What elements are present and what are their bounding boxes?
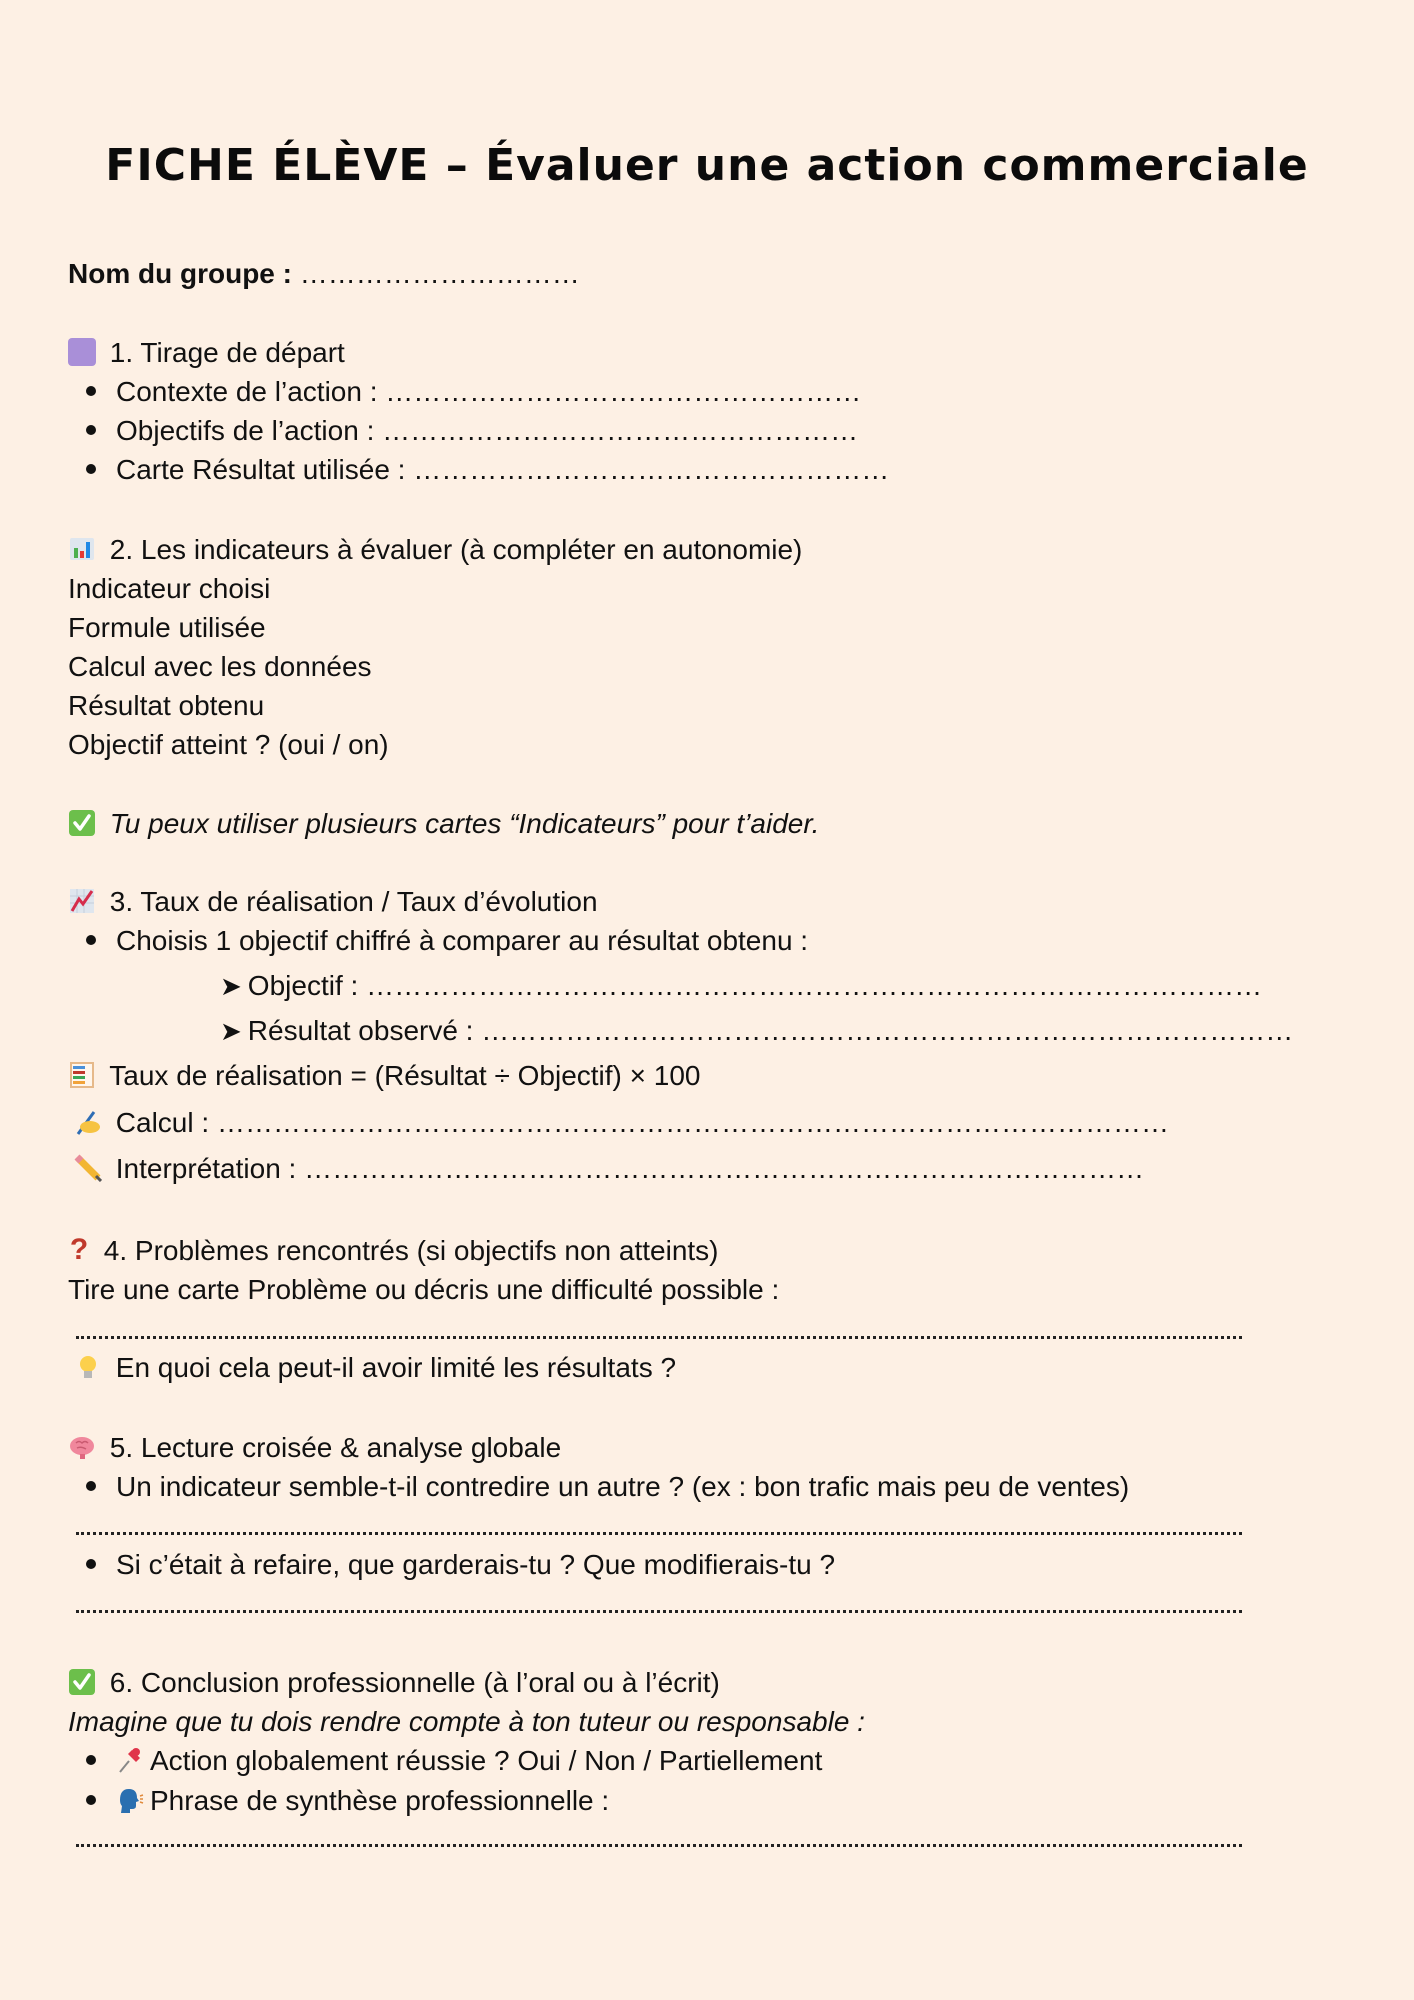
tip-text: Tu peux utiliser plusieurs cartes “Indicateurs” pour t’aider. <box>109 808 820 839</box>
section-3-heading <box>68 884 598 920</box>
section-4-title: 4. Problèmes rencontrés (si objectifs non atteints) <box>103 1235 719 1266</box>
bullet-icon <box>86 1559 96 1569</box>
purple-square-icon <box>68 338 96 366</box>
calculation-row: Calcul avec les données <box>68 651 372 682</box>
contradiction-question <box>86 1469 1129 1505</box>
calc-blank: ………………………………………………………………………………………… <box>216 1107 1169 1138</box>
list-item-context[interactable] <box>86 374 861 410</box>
bar-chart-icon <box>68 535 96 563</box>
objective-field[interactable] <box>220 968 1262 1004</box>
bullet-icon <box>86 386 96 396</box>
item-text: Choisis 1 objectif chiffré à comparer au résultat obtenu : <box>116 925 809 956</box>
abacus-icon <box>68 1061 96 1089</box>
problem-prompt: Tire une carte Problème ou décris une difficulté possible : <box>68 1274 780 1305</box>
answer-line[interactable] <box>76 1606 1242 1613</box>
arrow-icon: ➤ <box>220 1016 242 1046</box>
item-text: Si c’était à refaire, que garderais-tu ? Que modifierais-tu ? <box>116 1549 836 1580</box>
section-6-heading <box>68 1665 720 1701</box>
bullet-icon <box>86 1755 96 1765</box>
group-name-blank: ………………………… <box>299 258 580 289</box>
item-text: Un indicateur semble-t-il contredire un autre ? (ex : bon trafic mais peu de ventes) <box>116 1471 1130 1502</box>
item-label: Carte Résultat utilisée : <box>116 454 406 485</box>
section-4-heading <box>68 1233 719 1269</box>
pushpin-icon <box>116 1746 144 1774</box>
page-title: FICHE ÉLÈVE – Évaluer une action commerciale <box>105 140 1309 191</box>
group-name-label: Nom du groupe : <box>68 258 292 289</box>
item-blank: …………………………………………… <box>413 454 890 485</box>
bullet-icon <box>86 464 96 474</box>
result-row: Résultat obtenu <box>68 690 265 721</box>
section-5-title: 5. Lecture croisée & analyse globale <box>109 1432 562 1463</box>
item-label: Objectif : <box>247 970 359 1001</box>
section-3-title: 3. Taux de réalisation / Taux d’évolution <box>109 886 598 917</box>
check-mark-button-icon <box>68 809 96 837</box>
bullet-icon <box>86 935 96 945</box>
objective-met-row: Objectif atteint ? (oui / on) <box>68 729 389 760</box>
arrow-icon: ➤ <box>220 971 242 1001</box>
list-item-objectives[interactable] <box>86 413 858 449</box>
item-label: Objectifs de l’action : <box>116 415 375 446</box>
item-blank: …………………………………………… <box>385 376 862 407</box>
limit-question <box>74 1350 676 1386</box>
section-1-heading <box>68 335 345 371</box>
interp-label: Interprétation : <box>115 1153 297 1184</box>
success-question <box>86 1743 822 1779</box>
section-1-title: 1. Tirage de départ <box>109 337 345 368</box>
tip-line <box>68 806 819 842</box>
formula-text: Taux de réalisation = (Résultat ÷ Objectif) × 100 <box>109 1060 701 1091</box>
question-text: En quoi cela peut-il avoir limité les résultats ? <box>115 1352 677 1383</box>
redo-question <box>86 1547 835 1583</box>
bullet-icon <box>86 1795 96 1805</box>
observed-result-field[interactable] <box>220 1013 1293 1049</box>
writing-hand-icon <box>74 1108 102 1136</box>
answer-line[interactable] <box>76 1332 1242 1339</box>
interpretation-field[interactable] <box>74 1151 1144 1187</box>
bullet-icon <box>86 1481 96 1491</box>
light-bulb-icon <box>74 1353 102 1381</box>
synthesis-sentence <box>86 1783 609 1819</box>
formula-row: Formule utilisée <box>68 612 266 643</box>
bullet-icon <box>86 425 96 435</box>
item-text: Phrase de synthèse professionnelle : <box>150 1785 610 1816</box>
section-2-title: 2. Les indicateurs à évaluer (à compléter en autonomie) <box>109 534 803 565</box>
brain-icon <box>68 1433 96 1461</box>
interp-blank: ……………………………………………………………………………… <box>304 1153 1145 1184</box>
conclusion-intro: Imagine que tu dois rendre compte à ton tuteur ou responsable : <box>68 1706 865 1737</box>
item-label: Résultat observé : <box>247 1015 474 1046</box>
calc-label: Calcul : <box>115 1107 210 1138</box>
formula-line <box>68 1058 701 1094</box>
section-6-title: 6. Conclusion professionnelle (à l’oral ou à l’écrit) <box>109 1667 720 1698</box>
speaking-head-icon <box>116 1786 144 1814</box>
section-5-heading <box>68 1430 561 1466</box>
red-question-mark-icon: ? <box>69 1232 89 1266</box>
answer-line[interactable] <box>76 1528 1242 1535</box>
section-2-heading <box>68 532 802 568</box>
item-text: Action globalement réussie ? Oui / Non / Partiellement <box>150 1745 823 1776</box>
item-label: Contexte de l’action : <box>116 376 378 407</box>
check-mark-button-icon <box>68 1668 96 1696</box>
chart-increasing-icon <box>68 887 96 915</box>
item-blank: …………………………………………… <box>382 415 859 446</box>
choose-objective-item <box>86 923 808 959</box>
pencil-icon <box>74 1154 102 1182</box>
item-blank: …………………………………………………………………………… <box>481 1015 1294 1046</box>
answer-line[interactable] <box>76 1840 1242 1847</box>
list-item-result-card[interactable] <box>86 452 889 488</box>
item-blank: …………………………………………………………………………………… <box>366 970 1263 1001</box>
indicator-row: Indicateur choisi <box>68 573 271 604</box>
calculation-field[interactable] <box>74 1105 1169 1141</box>
group-name-field[interactable] <box>68 256 580 292</box>
